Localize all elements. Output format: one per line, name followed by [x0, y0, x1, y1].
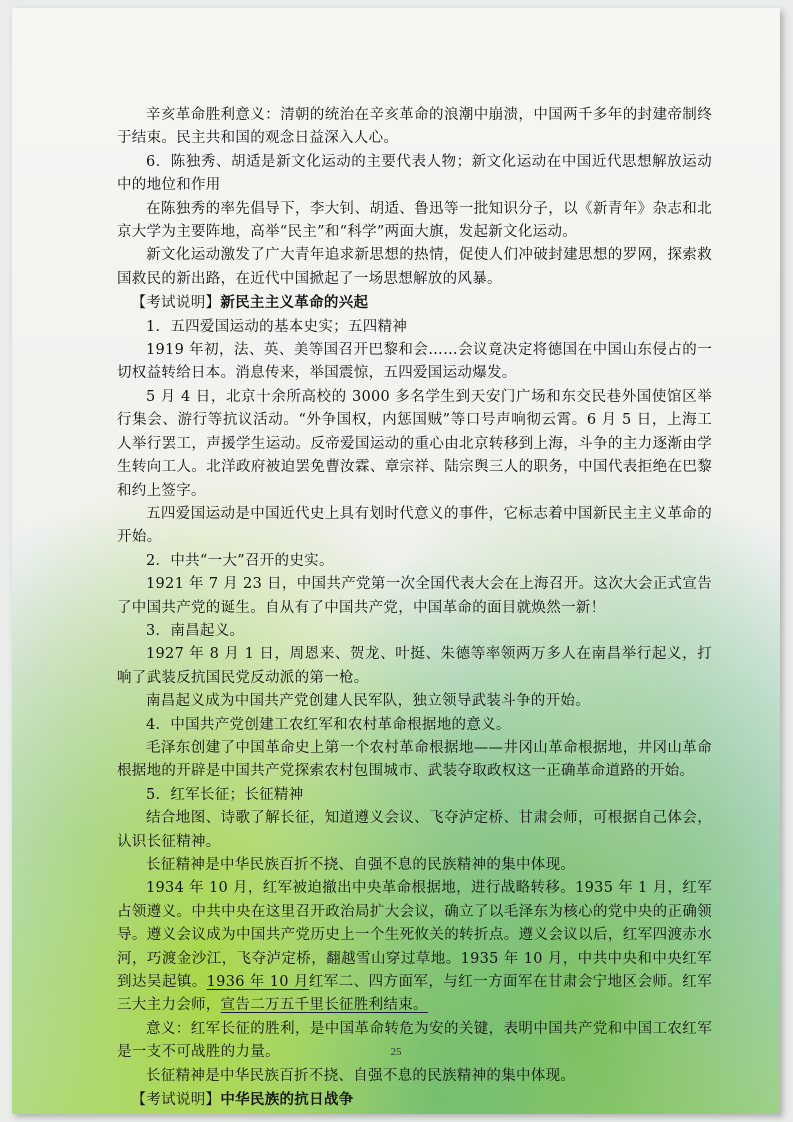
text-run: 1934 年 10 月，红军被迫撤出中央革命根据地，进行战略转移。1935 年 1 月，红军占领遵义。中共中央在这里召开政治局扩大会议，确立了以毛泽东为核心的党中央的正确领导。遵义会议成为中国共产党历史上一个生死攸关的转折点。遵义会议以后，红军四渡赤水河，巧渡金沙江，飞夺泸定桥，翻越雪山穿过草地。1935 年 10 月，中共中央和中央红军到达吴起镇。 — [117, 880, 712, 991]
paragraph: 毛泽东创建了中国革命史上第一个农村革命根据地——井冈山革命根据地，井冈山革命根据地的开辟是中国共产党探索农村包围城市、武装夺取政权这一正确革命道路的开始。 — [117, 739, 712, 780]
paragraph: 结合地图、诗歌了解长征，知道遵义会议、飞夺泸定桥、甘肃会师，可根据自己体会，认识长征精神。 — [117, 810, 712, 850]
paragraph: 意义：红军长征的胜利，是中国革命转危为安的关键，表明中国共产党和中国工农红军是一支不可战胜的力量。 — [117, 1020, 712, 1061]
exam-heading-title: 中华民族的抗日战争 — [220, 1091, 354, 1109]
paragraph: 长征精神是中华民族百折不挠、自强不息的民族精神的集中体现。 — [146, 1067, 576, 1084]
exam-heading-anti-japanese — [117, 1088, 712, 1112]
exam-heading-new-democratic — [117, 291, 712, 315]
paragraph-long-march — [117, 877, 712, 1017]
paragraph: 辛亥革命胜利意义：清朝的统治在辛亥革命的浪潮中崩溃，中国两千多年的封建帝制终于结束。民主共和国的观念日益深入人心。 — [117, 107, 712, 147]
paragraph: 5 月 4 日，北京十余所高校的 3000 多名学生到天安门广场和东交民巷外国使馆区举行集会、游行等抗议活动。“外争国权，内惩国贼”等口号声响彻云霄。6 月 5 日，上海工人举行罢工，声援学生运动。反帝爱国运动的重心由北京转移到上海，斗争的主力逐渐由学生转向工人。北洋政府被迫罢免曹汝霖、章宗祥、陆宗舆三人的职务，中国代表拒绝在巴黎和约上签字。 — [117, 388, 712, 499]
underlined-phrase: 宣告二万五千里长征胜利结束。 — [220, 997, 428, 1014]
underlined-date: 1936 年 10 月 — [206, 974, 309, 991]
page-number: 25 — [390, 1046, 402, 1058]
page-body — [117, 104, 712, 1112]
page-sheet — [12, 8, 780, 1114]
exam-heading-title: 新民主主义革命的兴起 — [220, 294, 369, 312]
exam-tag: 【考试说明】 — [131, 1092, 221, 1109]
section-item-1: 1．五四爱国运动的基本史实；五四精神 — [146, 318, 408, 335]
paragraph: 五四爱国运动是中国近代史上具有划时代意义的事件，它标志着中国新民主主义革命的开始。 — [117, 505, 712, 546]
paragraph: 1919 年初，法、英、美等国召开巴黎和会……会议竟决定将德国在中国山东侵占的一切权益转给日本。消息传来，举国震惊，五四爱国运动爆发。 — [117, 342, 712, 382]
text-run: 红军二、四方面军，与红一方面军在甘肃会宁地区会师。红军三大主力会师， — [117, 974, 712, 1014]
section-item-5: 5．红军长征；长征精神 — [146, 786, 304, 803]
section-item-3: 3．南昌起义。 — [146, 622, 245, 639]
exam-tag: 【考试说明】 — [131, 295, 221, 312]
section-item-2: 2．中共“一大”召开的史实。 — [146, 552, 334, 569]
section-item-4: 4．中国共产党创建工农红军和农村革命根据地的意义。 — [146, 716, 511, 733]
paragraph: 长征精神是中华民族百折不挠、自强不息的民族精神的集中体现。 — [146, 857, 576, 873]
paragraph: 在陈独秀的率先倡导下，李大钊、胡适、鲁迅等一批知识分子，以《新青年》杂志和北京大学为主要阵地，高举“民主”和“科学”两面大旗，发起新文化运动。 — [117, 200, 712, 241]
paragraph: 南昌起义成为中国共产党创建人民军队，独立领导武装斗争的开始。 — [146, 693, 590, 710]
paragraph: 新文化运动激发了广大青年追求新思想的热情，促使人们冲破封建思想的罗网，探索救国救民的新出路，在近代中国掀起了一场思想解放的风暴。 — [117, 247, 712, 287]
paragraph: 1927 年 8 月 1 日，周恩来、贺龙、叶挺、朱德等率领两万多人在南昌举行起义，打响了武装反抗国民党反动派的第一枪。 — [117, 646, 712, 686]
section-item-6: 6．陈独秀、胡适是新文化运动的主要代表人物；新文化运动在中国近代思想解放运动中的地位和作用 — [117, 153, 712, 194]
paragraph: 1921 年 7 月 23 日，中国共产党第一次全国代表大会在上海召开。这次大会正式宣告了中国共产党的诞生。自从有了中国共产党，中国革命的面目就焕然一新！ — [117, 576, 712, 616]
